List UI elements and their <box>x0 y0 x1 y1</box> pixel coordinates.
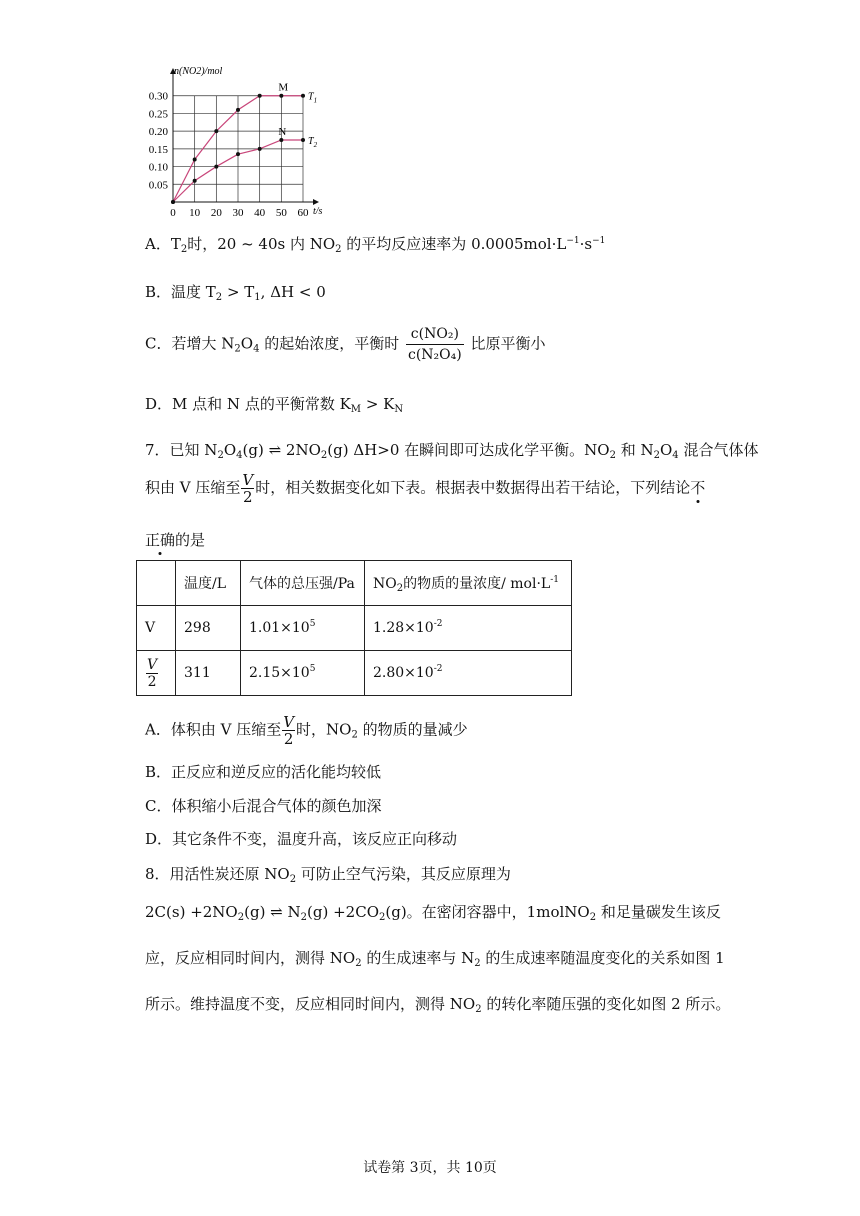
table-cell: $1.28\times 10^{-2}$ <box>365 606 572 651</box>
x-tick-label: 60 <box>297 207 309 219</box>
y-tick-label: 0.10 <box>148 161 168 174</box>
data-point <box>279 138 283 142</box>
data-point <box>258 94 262 98</box>
table-header-cell: 温度/L <box>176 561 241 606</box>
q7-option-c: C．体积缩小后混合气体的颜色加深 <box>145 797 382 815</box>
table-cell: $2.80\times 10^{-2}$ <box>365 651 572 696</box>
table-cell: 311 <box>176 651 241 696</box>
table-header-cell: $NO_2$的物质的量浓度/ $mol\cdot L^{-1}$ <box>365 561 572 606</box>
table-cell: $1.01\times 10^5$ <box>241 606 365 651</box>
series-end-label: $T_2$ <box>308 136 318 149</box>
q6-option-a: A．$T_2$时，20 ~ 40s 内 $NO_2$ 的平均反应速率为 $0.0005mol\cdot L^{-1}\cdot s^{-1}$ <box>145 235 606 255</box>
y-axis-label: n(NO2)/mol <box>174 66 223 77</box>
x-tick-label: 30 <box>232 207 244 219</box>
q8-equation-line: $2C(s) +2NO_2(g)$ ⇌ $N_2(g) +2CO_2(g)$。在密闭容器中，1molNO$_2$ 和足量碳发生该反 <box>145 903 721 923</box>
x-tick-label: 40 <box>254 207 266 219</box>
data-point <box>279 94 283 98</box>
no2-time-chart <box>138 60 328 222</box>
data-point <box>236 152 240 156</box>
q7-stem-line1: 7．已知 $N_2O_4(g)$ ⇌ $2NO_2(g)$ ΔH>0 在瞬间即可达成化学平衡。$NO_2$ 和 $N_2O_4$ 混合气体体 <box>145 441 759 461</box>
table-cell: V <box>137 606 176 651</box>
q7-option-d: D．其它条件不变，温度升高，该反应正向移动 <box>145 830 458 848</box>
q7-stem-line3: 正确的是 <box>145 531 206 549</box>
table-header-cell: 气体的总压强/Pa <box>241 561 365 606</box>
table-cell: 298 <box>176 606 241 651</box>
page-footer: 试卷第 3页，共 10页 <box>363 1160 497 1176</box>
data-table <box>136 560 572 696</box>
y-tick-label: 0.05 <box>148 179 168 192</box>
q6-option-d: D．M 点和 N 点的平衡常数 $K_M > K_N$ <box>145 395 404 415</box>
x-axis-label: t/s <box>313 206 323 217</box>
emphasis-dot: 不 <box>690 478 706 497</box>
data-point <box>214 129 218 133</box>
emphasis-dot: 正确 <box>145 531 176 549</box>
x-tick-label: 20 <box>210 207 222 219</box>
q7-stem-line2: 积由 V 压缩至 $\frac{V}{2}$ 时，相关数据变化如下表。根据表中数据得出若干结论，下列结论不 <box>145 471 706 506</box>
table-header-row <box>137 561 572 606</box>
table-header-cell <box>137 561 176 606</box>
data-point <box>193 179 197 183</box>
q7-option-a: A．体积由 V 压缩至 $\frac{V}{2}$ 时，$NO_2$ 的物质的量减少 <box>145 713 468 748</box>
data-point <box>193 157 197 161</box>
concentration-ratio: $\frac{\text{c(NO₂)}}{\text{c(N₂O₄)}}$ <box>408 326 462 363</box>
table-row <box>137 651 572 696</box>
series-points <box>171 82 318 204</box>
table-row <box>137 606 572 651</box>
q8-stem-line1: 8．用活性炭还原 $NO_2$ 可防止空气污染，其反应原理为 <box>145 865 511 885</box>
data-point <box>236 108 240 112</box>
v-over-2: $\frac{V}{2}$ <box>242 471 254 506</box>
q8-stem-line4: 所示。维持温度不变，反应相同时间内，测得 $NO_2$ 的转化率随压强的变化如图 2 所示。 <box>145 995 731 1015</box>
y-tick-label: 0.20 <box>148 126 168 139</box>
data-point <box>301 94 305 98</box>
x-tick-label: 0 <box>170 207 176 219</box>
series-end-label: $T_1$ <box>308 91 318 105</box>
data-point <box>258 147 262 151</box>
x-tick-label: 50 <box>275 207 287 219</box>
x-axis-arrow <box>313 199 319 205</box>
point-label: M <box>278 81 289 94</box>
q7-option-b: B．正反应和逆反应的活化能均较低 <box>145 763 382 781</box>
y-tick-label: 0.30 <box>148 90 168 103</box>
table-cell: $2.15\times 10^5$ <box>241 651 365 696</box>
y-tick-label: 0.15 <box>148 143 168 156</box>
q8-stem-line3: 应，反应相同时间内，测得 $NO_2$ 的生成速率与 $N_2$ 的生成速率随温度变化的关系如图 1 <box>145 949 725 969</box>
y-tick-label: 0.25 <box>148 108 168 121</box>
q6-option-c: C．若增大 $N_2O_4$ 的起始浓度，平衡时 $\frac{\text{c(NO₂)}}{\text{c(N₂O₄)}}$ 比原平衡小 <box>145 326 546 363</box>
data-point <box>171 200 175 204</box>
data-point <box>301 138 305 142</box>
q6-option-b: B．温度 $T_2 > T_1$, ΔH < 0 <box>145 283 326 303</box>
data-point <box>214 165 218 169</box>
table-cell: $\frac{V}{2}$ <box>137 651 176 696</box>
point-label: N <box>278 126 287 138</box>
x-tick-label: 10 <box>189 207 201 219</box>
